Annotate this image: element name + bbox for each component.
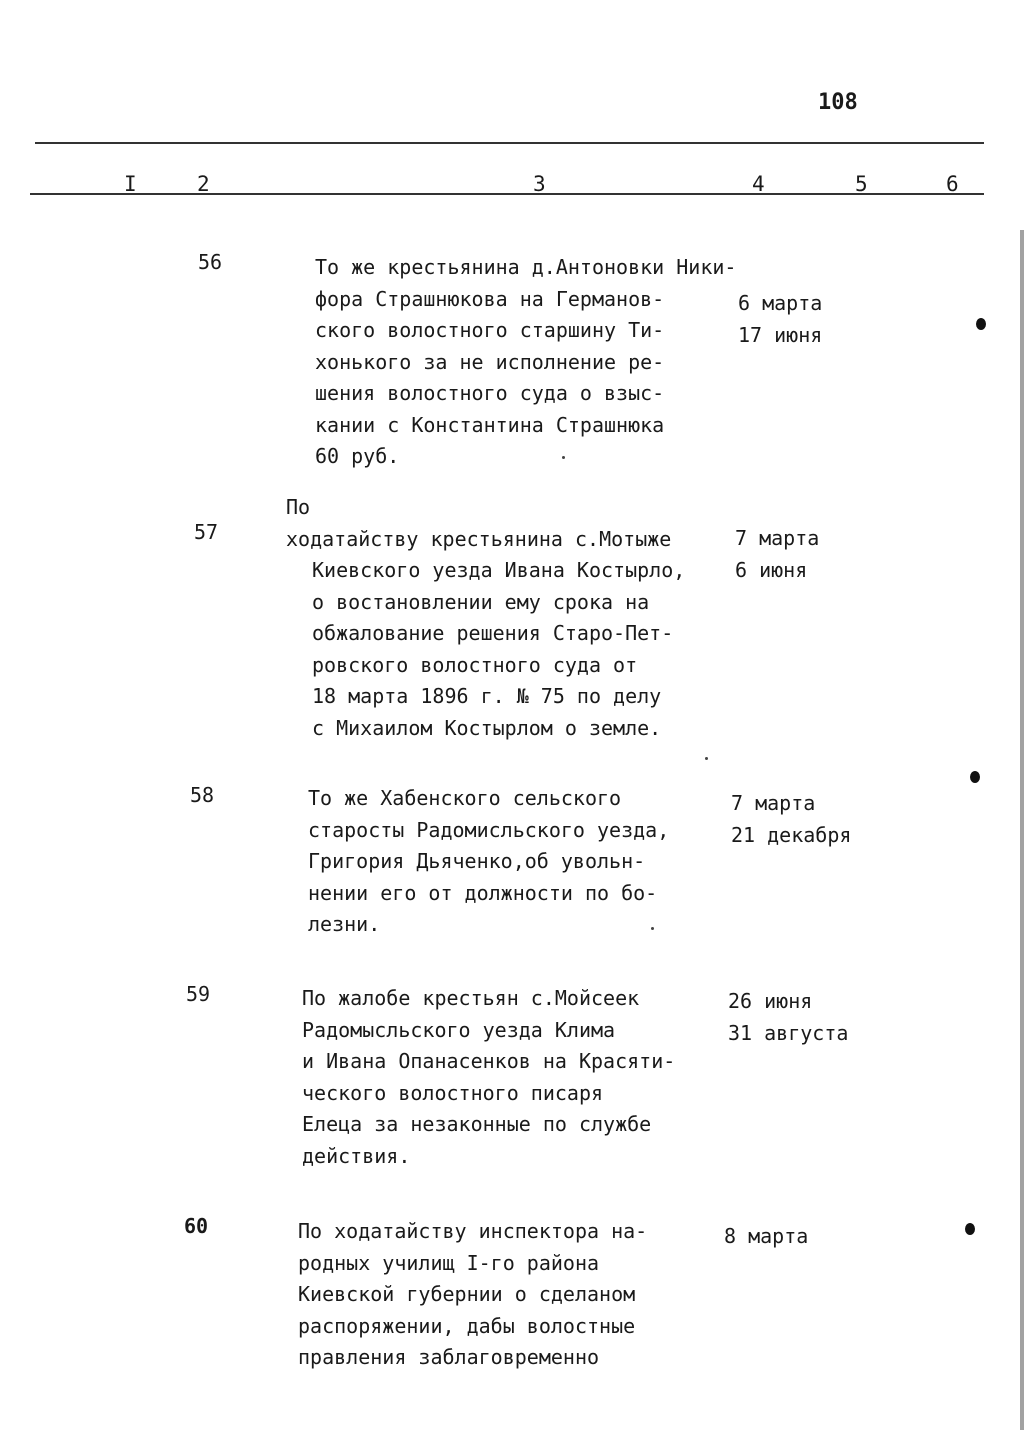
entry-text-line: По	[286, 495, 311, 519]
entry-text-line: шения волостного суда о взыс-	[315, 381, 665, 405]
entry-number: 56	[198, 250, 223, 274]
entry-date: 6 июня	[735, 558, 808, 582]
column-header-4: 4	[752, 172, 765, 196]
entry-text-line: Киевского уезда Ивана Костырло,	[312, 558, 686, 582]
entry-text-line: 18 марта 1896 г. № 75 по делу	[312, 684, 662, 708]
entry-description	[315, 252, 737, 473]
entry-text-line: о востановлении ему срока на	[312, 589, 650, 614]
entry-text-line: действия.	[302, 1143, 411, 1168]
entry-text-line: ческого волостного писаря	[302, 1080, 604, 1105]
entry-text-line: хонького за не исполнение ре-	[315, 349, 665, 374]
scan-speck	[562, 456, 565, 459]
entry-text-line: ходатайству крестьянина с.Мотыже	[286, 526, 672, 551]
entry-text-line: Григория Дьяченко,об увольн-	[308, 849, 646, 873]
entry-text-line: обжалование решения Старо-Пет-	[312, 621, 674, 645]
entry-description	[286, 492, 686, 744]
entry-description	[308, 783, 708, 941]
entry-text-line: По жалобе крестьян с.Мойсеек	[302, 986, 640, 1010]
scan-edge-shadow	[1020, 230, 1024, 1430]
entry-date: 17 июня	[738, 323, 823, 347]
scan-speck	[705, 757, 708, 760]
punch-hole-mark	[970, 771, 980, 783]
entry-text-line: 60 руб.	[315, 444, 400, 468]
entry-dates	[738, 287, 822, 351]
entry-text-line: кании с Константина Страшнюка	[315, 412, 665, 437]
entry-number: 58	[190, 783, 215, 807]
entry-date: 6 марта	[738, 291, 823, 315]
entry-text-line: правления заблаговременно	[298, 1345, 600, 1369]
entry-text-line: старосты Радомисльского уезда,	[308, 817, 670, 842]
scan-speck	[651, 927, 654, 930]
entry-text-line: ровского волостного суда от	[312, 652, 638, 677]
entry-text-line: То же крестьянина д.Антоновки Ники-	[315, 255, 737, 279]
entry-date: 26 июня	[728, 989, 813, 1013]
entry-date: 7 марта	[731, 791, 816, 815]
entry-date: 21 декабря	[731, 823, 852, 847]
entry-number: 59	[186, 982, 211, 1006]
entry-text-line: распоряжении, дабы волостные	[298, 1313, 636, 1338]
header-rule-top	[35, 142, 984, 144]
entry-text-line: Киевской губернии о сделаном	[298, 1282, 636, 1306]
entry-text-line: По ходатайству инспектора на-	[298, 1219, 648, 1243]
column-header-3: 3	[533, 172, 546, 196]
entry-text-line: То же Хабенского сельского	[308, 786, 622, 810]
column-header-6: 6	[946, 172, 959, 196]
column-header-1: I	[124, 172, 137, 196]
entry-text-line: и Ивана Опанасенков на Красяти-	[302, 1049, 676, 1073]
entry-text-line: с Михаилом Костырлом о земле.	[312, 715, 662, 740]
entry-number: 60	[184, 1214, 209, 1238]
entry-dates	[724, 1220, 808, 1252]
punch-hole-mark	[965, 1223, 975, 1235]
entry-dates	[735, 522, 819, 586]
header-rule-bottom	[30, 193, 984, 195]
entry-text-line: родных училищ I-го района	[298, 1250, 600, 1275]
entry-dates	[731, 787, 851, 851]
entry-date: 7 марта	[735, 526, 820, 550]
entry-text-line: фора Страшнюкова на Германов-	[315, 286, 665, 311]
entry-text-line: лезни.	[308, 912, 381, 936]
punch-hole-mark	[976, 318, 986, 330]
entry-text-line: Радомысльского уезда Клима	[302, 1017, 616, 1042]
column-header-5: 5	[855, 172, 868, 196]
entry-number: 57	[194, 520, 219, 544]
column-header-2: 2	[197, 172, 210, 196]
entry-date: 8 марта	[724, 1224, 809, 1248]
entry-text-line: ского волостного старшину Ти-	[315, 318, 665, 342]
entry-description	[298, 1216, 698, 1374]
page-number: 108	[818, 90, 858, 115]
entry-dates	[728, 985, 848, 1049]
entry-text-line: нении его от должности по бо-	[308, 880, 658, 905]
entry-text-line: Елеца за незаконные по службе	[302, 1112, 652, 1136]
entry-description	[302, 983, 702, 1172]
entry-date: 31 августа	[728, 1021, 849, 1045]
